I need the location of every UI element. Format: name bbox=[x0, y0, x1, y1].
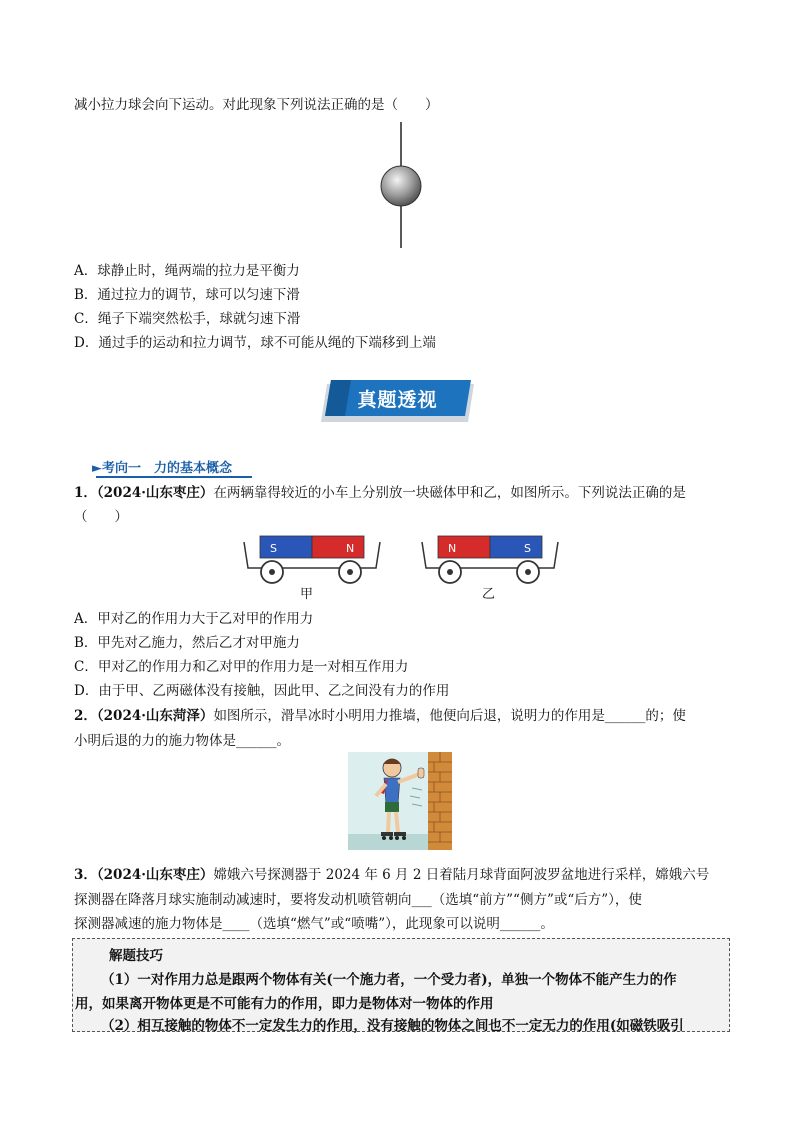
cart-left-caption: 甲 bbox=[300, 587, 314, 602]
cart-right-figure bbox=[420, 530, 560, 586]
q3-number: 3． bbox=[74, 867, 97, 883]
q3-stem-line1 bbox=[74, 866, 709, 884]
option-b: B．通过拉力的调节，球可以匀速下滑 bbox=[74, 287, 300, 303]
skater-pushing-wall-figure bbox=[348, 752, 452, 850]
q2-source: （2024·山东菏泽） bbox=[96, 708, 214, 724]
cart-left-pole-left: S bbox=[270, 542, 277, 555]
tips-box bbox=[72, 938, 730, 1032]
option-a: A．球静止时，绳两端的拉力是平衡力 bbox=[74, 263, 300, 279]
banner-title: 真题透视 bbox=[357, 388, 438, 411]
magnet-right-half bbox=[490, 536, 542, 558]
tips-line3: （2）相互接触的物体不一定发生力的作用，没有接触的物体之间也不一定无力的作用(如磁铁吸引 bbox=[101, 1018, 684, 1034]
cart-left-figure bbox=[242, 530, 382, 586]
magnet-left-half bbox=[260, 536, 312, 558]
q2-stem: 如图所示，滑旱冰时小明用力推墙，他便向后退，说明力的作用是______的；使 bbox=[213, 708, 686, 724]
q3-stem: 嫦娥六号探测器于 2024 年 6 月 2 日着陆月球背面阿波罗盆地进行采样，嫦娥六号 bbox=[213, 867, 710, 883]
magnet-right-half bbox=[312, 536, 364, 558]
q3-stem-line3: 探测器减速的施力物体是____（选填“燃气”或“喷嘴”），此现象可以说明______。 bbox=[74, 916, 554, 932]
ball-on-rope-figure bbox=[370, 120, 430, 250]
q2-number: 2． bbox=[74, 708, 97, 724]
q3-source: （2024·山东枣庄） bbox=[96, 867, 214, 883]
q1-option-b: B．甲先对乙施力，然后乙才对甲施力 bbox=[74, 635, 300, 651]
q1-number: 1． bbox=[74, 485, 97, 501]
option-d: D．通过手的运动和拉力调节，球不可能从绳的下端移到上端 bbox=[74, 335, 436, 351]
q1-source: （2024·山东枣庄） bbox=[96, 485, 214, 501]
section-underline bbox=[96, 476, 252, 478]
q1-option-a: A．甲对乙的作用力大于乙对甲的作用力 bbox=[74, 611, 314, 627]
q1-option-c: C．甲对乙的作用力和乙对甲的作用力是一对相互作用力 bbox=[74, 659, 409, 675]
cart-right-pole-right: S bbox=[524, 542, 531, 555]
tips-line1: （1）一对作用力总是跟两个物体有关(一个施力者，一个受力者)，单独一个物体不能产生力的作 bbox=[101, 972, 677, 988]
question-stem-tail: 减小拉力球会向下运动。对此现象下列说法正确的是（ ） bbox=[74, 97, 439, 113]
cart-right-caption: 乙 bbox=[482, 587, 496, 602]
tips-line2: 用，如果离开物体更是不可能有力的作用，即力是物体对一物体的作用 bbox=[75, 996, 494, 1012]
magnet-left-half bbox=[438, 536, 490, 558]
cart-left-pole-right: N bbox=[346, 542, 355, 555]
tips-title: 解题技巧 bbox=[109, 948, 163, 964]
q1-stem: 在两辆靠得较近的小车上分别放一块磁体甲和乙，如图所示。下列说法正确的是 bbox=[213, 485, 686, 501]
ball bbox=[381, 166, 421, 206]
section-heading: ►考向一 力的基本概念 bbox=[92, 461, 232, 476]
option-c: C．绳子下端突然松手，球就匀速下滑 bbox=[74, 311, 301, 327]
cart-right-pole-left: N bbox=[448, 542, 457, 555]
q3-stem-line2: 探测器在降落月球实施制动减速时，要将发动机喷管朝向___（选填“前方”“侧方”或“后方”），使 bbox=[74, 892, 642, 908]
q2-stem-line2: 小明后退的力的施力物体是______。 bbox=[74, 733, 290, 749]
q1-stem-line2: （ ） bbox=[74, 509, 128, 525]
q2-stem-line1 bbox=[74, 707, 686, 725]
q1-stem-line1 bbox=[74, 484, 686, 502]
q1-option-d: D．由于甲、乙两磁体没有接触，因此甲、乙之间没有力的作用 bbox=[74, 683, 450, 699]
